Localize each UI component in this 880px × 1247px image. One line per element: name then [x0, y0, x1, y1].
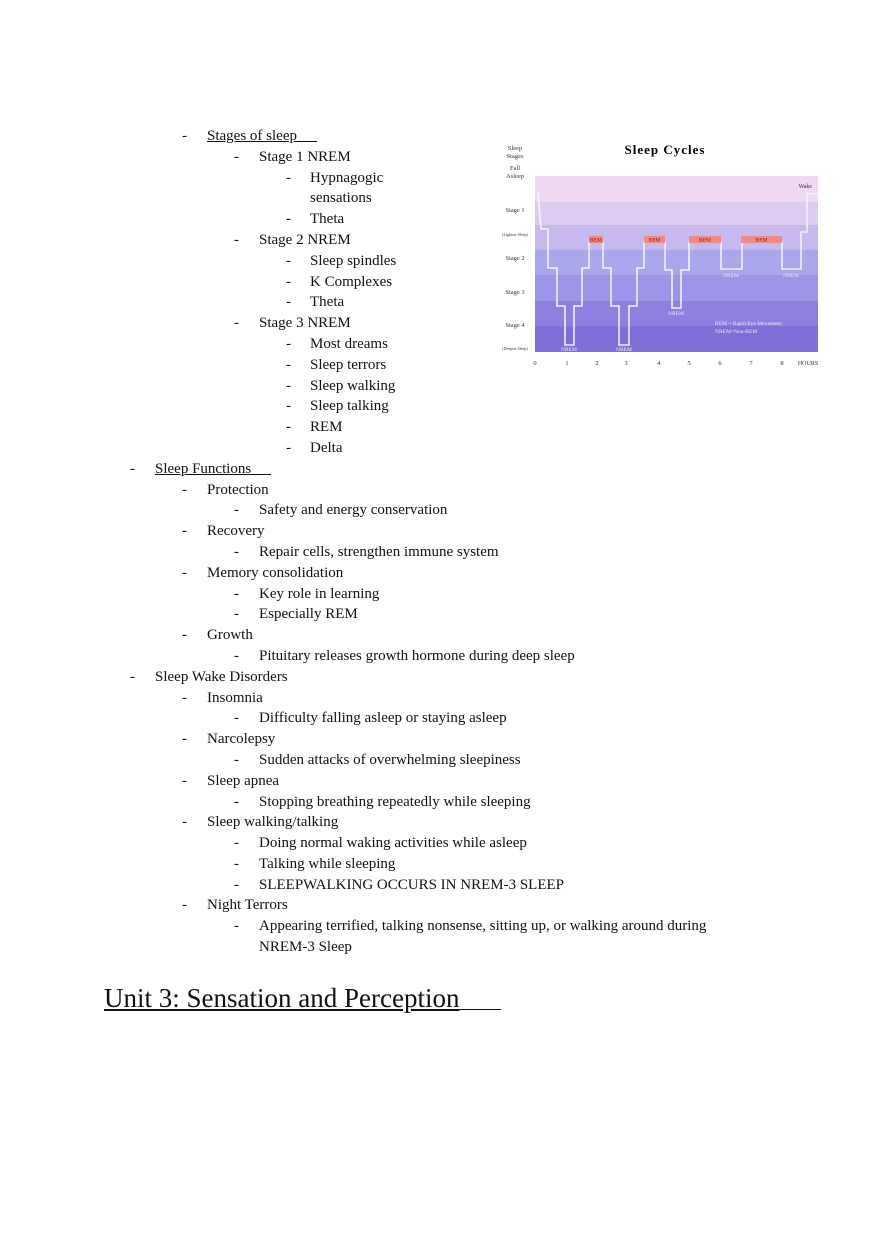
outline-text: Stage 1 NREM: [259, 148, 351, 165]
legend-nrem: NREM=Non-REM: [715, 329, 758, 335]
bullet-dash: -: [234, 876, 239, 893]
outline-item: [0, 937, 880, 958]
outline-text: Repair cells, strengthen immune system: [259, 543, 499, 560]
outline-text: Key role in learning: [259, 585, 380, 602]
outline-text: Sleep apnea: [207, 772, 280, 789]
outline-item: [0, 771, 880, 792]
outline-text: Recovery: [207, 523, 265, 540]
outline-text: Sleep Functions: [155, 459, 271, 480]
outline-item: [0, 563, 880, 584]
outline-item: [0, 812, 880, 833]
bullet-dash: -: [286, 356, 291, 373]
outline-text: Sleep talking: [310, 398, 389, 415]
outline-text: Sleep walking: [310, 377, 396, 394]
outline-text: Memory consolidation: [207, 564, 344, 581]
outline-text: Especially REM: [259, 606, 358, 623]
outline-text: Stage 2 NREM: [259, 231, 351, 248]
bullet-dash: -: [234, 606, 239, 623]
bullet-dash: -: [234, 835, 239, 852]
outline-item: [0, 438, 880, 459]
bullet-dash: -: [286, 211, 291, 228]
hour-tick: 0: [533, 360, 537, 367]
outline-item: [0, 625, 880, 646]
stage-band: [535, 326, 818, 352]
stage-label: Stage 1: [505, 207, 525, 214]
bullet-dash: -: [182, 897, 187, 914]
outline-text: Most dreams: [310, 335, 388, 352]
bullet-dash: -: [234, 855, 239, 872]
outline-text: Sleep spindles: [310, 252, 397, 269]
bullet-dash: -: [286, 169, 291, 186]
rem-label: REM: [590, 237, 602, 244]
bullet-dash: -: [130, 460, 135, 477]
stage-sublabel: (Deepest Sleep): [502, 346, 528, 351]
bullet-dash: -: [286, 439, 291, 456]
outline-item: [0, 646, 880, 667]
bullet-dash: -: [234, 231, 239, 248]
bullet-dash: -: [234, 751, 239, 768]
bullet-dash: -: [234, 502, 239, 519]
outline-item: [0, 833, 880, 854]
bullet-dash: -: [182, 627, 187, 644]
outline-text: Protection: [207, 481, 269, 498]
nrem-label: NREM: [616, 347, 632, 353]
outline-item: [0, 396, 880, 417]
bullet-dash: -: [286, 419, 291, 436]
wake-label: Wake: [798, 184, 812, 190]
hour-tick: 8: [780, 360, 784, 367]
outline-item: [0, 729, 880, 750]
outline-item: [0, 500, 880, 521]
outline-item: [0, 521, 880, 542]
stage-label: Sleep: [507, 145, 523, 152]
stage-label: Stage 4: [505, 322, 525, 329]
bullet-dash: -: [234, 585, 239, 602]
outline-text: Stages of sleep: [207, 126, 317, 147]
outline-text: SLEEPWALKING OCCURS IN NREM-3 SLEEP: [259, 876, 565, 893]
bullet-dash: -: [234, 647, 239, 664]
outline-text: Sleep Wake Disorders: [155, 668, 288, 685]
outline-text: NREM-3 Sleep: [259, 939, 352, 956]
bullet-dash: -: [234, 793, 239, 810]
bullet-dash: -: [182, 564, 187, 581]
rem-label: REM: [755, 237, 768, 244]
stage-label: Stage 3: [505, 289, 525, 296]
stage-sublabel: (Lightest Sleep): [502, 232, 528, 237]
bullet-dash: -: [234, 710, 239, 727]
outline-text: Stage 3 NREM: [259, 315, 351, 332]
bullet-dash: -: [182, 731, 187, 748]
outline-item: [0, 480, 880, 501]
bullet-dash: -: [182, 481, 187, 498]
outline-text: Sudden attacks of overwhelming sleepiness: [259, 751, 521, 768]
outline-text: Insomnia: [207, 689, 263, 706]
nrem-label: NREM: [561, 347, 577, 353]
outline-text: Hypnagogic: [310, 169, 384, 186]
hour-tick: 7: [749, 360, 753, 367]
outline-item: [0, 895, 880, 916]
bullet-dash: -: [286, 252, 291, 269]
bullet-dash: -: [286, 273, 291, 290]
outline-text: Safety and energy conservation: [259, 502, 448, 519]
sleep-cycles-figure: [495, 135, 850, 375]
hour-tick: 2: [595, 360, 599, 367]
nrem-label: NREM: [668, 311, 684, 317]
outline-item: [0, 542, 880, 563]
bullet-dash: -: [234, 543, 239, 560]
outline-item: [0, 750, 880, 771]
outline-text: Sleep terrors: [310, 356, 387, 373]
outline-text: Narcolepsy: [207, 731, 276, 748]
outline-item: [0, 417, 880, 438]
outline-text: Difficulty falling asleep or staying asleep: [259, 710, 507, 727]
outline-text: Pituitary releases growth hormone during deep sleep: [259, 647, 575, 664]
hour-tick: 3: [624, 360, 628, 367]
bullet-dash: -: [182, 689, 187, 706]
outline-text: Delta: [310, 439, 343, 456]
outline-item: [0, 854, 880, 875]
stage-sublabel: Asleep: [505, 173, 525, 180]
bullet-dash: -: [234, 918, 239, 935]
hour-tick: 5: [687, 360, 691, 367]
hour-tick: 4: [657, 360, 661, 367]
unit-heading: Unit 3: Sensation and Perception: [104, 983, 501, 1014]
outline-text: REM: [310, 419, 343, 436]
outline-text: sensations: [310, 190, 372, 207]
outline-text: Appearing terrified, talking nonsense, sitting up, or walking around during: [259, 918, 707, 935]
bullet-dash: -: [130, 668, 135, 685]
outline-item: [0, 376, 880, 397]
rem-label: REM: [699, 237, 711, 244]
stage-band: [535, 202, 818, 225]
legend-rem: REM = Rapid Eye Movement: [715, 321, 782, 327]
hour-tick: 1: [565, 360, 569, 367]
figure-title: Sleep Cycles: [624, 142, 706, 157]
outline-item: [0, 667, 880, 688]
bullet-dash: -: [286, 335, 291, 352]
outline-text: Theta: [310, 294, 345, 311]
outline-text: Talking while sleeping: [259, 855, 396, 872]
outline-item: [0, 688, 880, 709]
outline-item: [0, 792, 880, 813]
outline-item: [0, 459, 880, 480]
bullet-dash: -: [286, 398, 291, 415]
outline-text: Night Terrors: [207, 897, 288, 914]
bullet-dash: -: [182, 523, 187, 540]
outline-text: Theta: [310, 211, 345, 228]
stage-band: [535, 176, 818, 202]
outline-text: Doing normal waking activities while asleep: [259, 835, 527, 852]
hours-axis-label: HOURS: [797, 361, 819, 367]
bullet-dash: -: [182, 128, 187, 144]
bullet-dash: -: [234, 315, 239, 332]
stage-band: [535, 250, 818, 275]
outline-item: [0, 584, 880, 605]
bullet-dash: -: [182, 772, 187, 789]
outline-text: K Complexes: [310, 273, 393, 290]
outline-item: [0, 708, 880, 729]
stage-label: Stage 2: [505, 255, 525, 262]
bullet-dash: -: [182, 814, 187, 831]
outline-text: Sleep walking/talking: [207, 814, 339, 831]
bullet-dash: -: [286, 377, 291, 394]
outline-text: Growth: [207, 627, 253, 644]
outline-item: [0, 875, 880, 896]
bullet-dash: -: [286, 294, 291, 311]
stage-band: [535, 275, 818, 301]
nrem-label: NREM: [723, 273, 739, 279]
stage-sublabel: Stages: [506, 153, 524, 160]
outline-item: [0, 604, 880, 625]
stage-label: Fall: [509, 165, 521, 172]
nrem-label: NREM: [783, 273, 799, 279]
hour-tick: 6: [718, 360, 722, 367]
outline-text: Stopping breathing repeatedly while sleeping: [259, 793, 531, 810]
rem-label: REM: [648, 237, 661, 244]
bullet-dash: -: [234, 148, 239, 165]
outline-item: [0, 916, 880, 937]
